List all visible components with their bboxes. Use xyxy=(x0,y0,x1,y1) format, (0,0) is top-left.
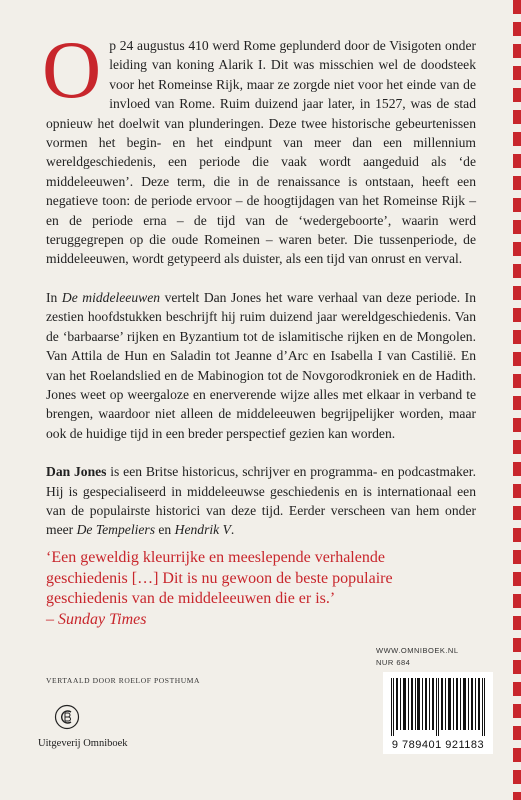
barcode xyxy=(383,672,493,754)
author-bio xyxy=(46,462,476,540)
book-title: De middeleeuwen xyxy=(61,289,161,305)
publisher-name: Uitgeverij Omniboek xyxy=(38,738,128,749)
other-book-2: Hendrik V xyxy=(174,522,231,538)
quote-source-name: Sunday Times xyxy=(58,610,147,628)
barcode-icon xyxy=(389,678,487,736)
summary-paragraph xyxy=(46,288,476,443)
publisher-website: WWW.OMNIBOEK.NL xyxy=(376,646,459,655)
back-cover-blurb xyxy=(42,24,476,540)
bio-end: . xyxy=(230,522,235,538)
omniboek-logo-icon xyxy=(54,704,80,730)
red-white-border-stripe xyxy=(513,0,521,800)
bio-text: is een Britse historicus, schrijver en programma- en podcastmaker. Hij is gespecialiseerd in middeleeuwse geschiedenis en is internationaal een van de populairste historici van deze tijd. Eerder verscheen van hem onder meer xyxy=(46,464,476,538)
bio-conjunction: en xyxy=(155,522,175,538)
nur-code: NUR 684 xyxy=(376,658,411,667)
author-name: Dan Jones xyxy=(46,464,107,480)
intro-text: p 24 augustus 410 werd Rome geplunderd door de Visigoten onder leiding van koning Alarik I. Dit was misschien wel de doodsteek voor het Romeinse Rijk, maar ze zorgde niet voor het einde van de invloed van Rome. Ruim duizend jaar later, in 1527, was de stad opnieuw het doelwit van plunderingen. Deze twee historische gebeurtenissen vormen het begin- en het eindpunt van meer dan een millennium wereldgeschiedenis, een periode die vaak wordt aangeduid als ‘de middeleeuwen’. Deze term, die in de renaissance is ontstaan, heeft een negatieve toon: de periode ervoor – de hoogtijdagen van het Romeinse Rijk – en de periode erna – de tijd van de ‘wedergeboorte’, waarin werd teruggegrepen op die oude Romeinen – waren beter. Die tussenperiode, de middeleeuwen, wordt getypeerd als duister, als een tijd van onrust en verval. xyxy=(46,38,476,267)
other-book-1: De Tempeliers xyxy=(76,522,155,538)
summary-text: vertelt Dan Jones het ware verhaal van deze periode. In zestien hoofdstukken beschrijft hij ruim duizend jaar wereldgeschiedenis. Van de ‘barbaarse’ rijken en Byzantium tot de islamitische rijken en de Mongolen. Van Attila de Hun en Saladin tot Jeanne d’Arc en Isabella I van Castilië. En van het Roelandslied en de Mabinogion tot de Novgorodkroniek en de Hadith. Jones weet op weergaloze en enerverende wijze alles met elkaar in verband te brengen, waardoor niet alleen de middeleeuwen begrijpelijker worden, maar ook de huidige tijd in een breder perspectief gezien kan worden. xyxy=(46,289,476,441)
summary-prefix: In xyxy=(46,289,62,305)
isbn-number: 9 789401 921183 xyxy=(391,739,485,751)
quote-dash: – xyxy=(46,610,58,628)
quote-source xyxy=(46,610,446,631)
translator-credit: VERTAALD DOOR ROELOF POSTHUMA xyxy=(46,676,201,685)
quote-text: ‘Een geweldig kleurrijke en meeslepende verhalende geschiedenis […] Dit is nu gewoon de beste populaire geschiedenis van de middeleeuwen die er is.’ xyxy=(46,549,393,607)
review-quote xyxy=(46,548,446,630)
intro-paragraph xyxy=(42,24,476,269)
dropcap-letter: O xyxy=(42,24,102,115)
